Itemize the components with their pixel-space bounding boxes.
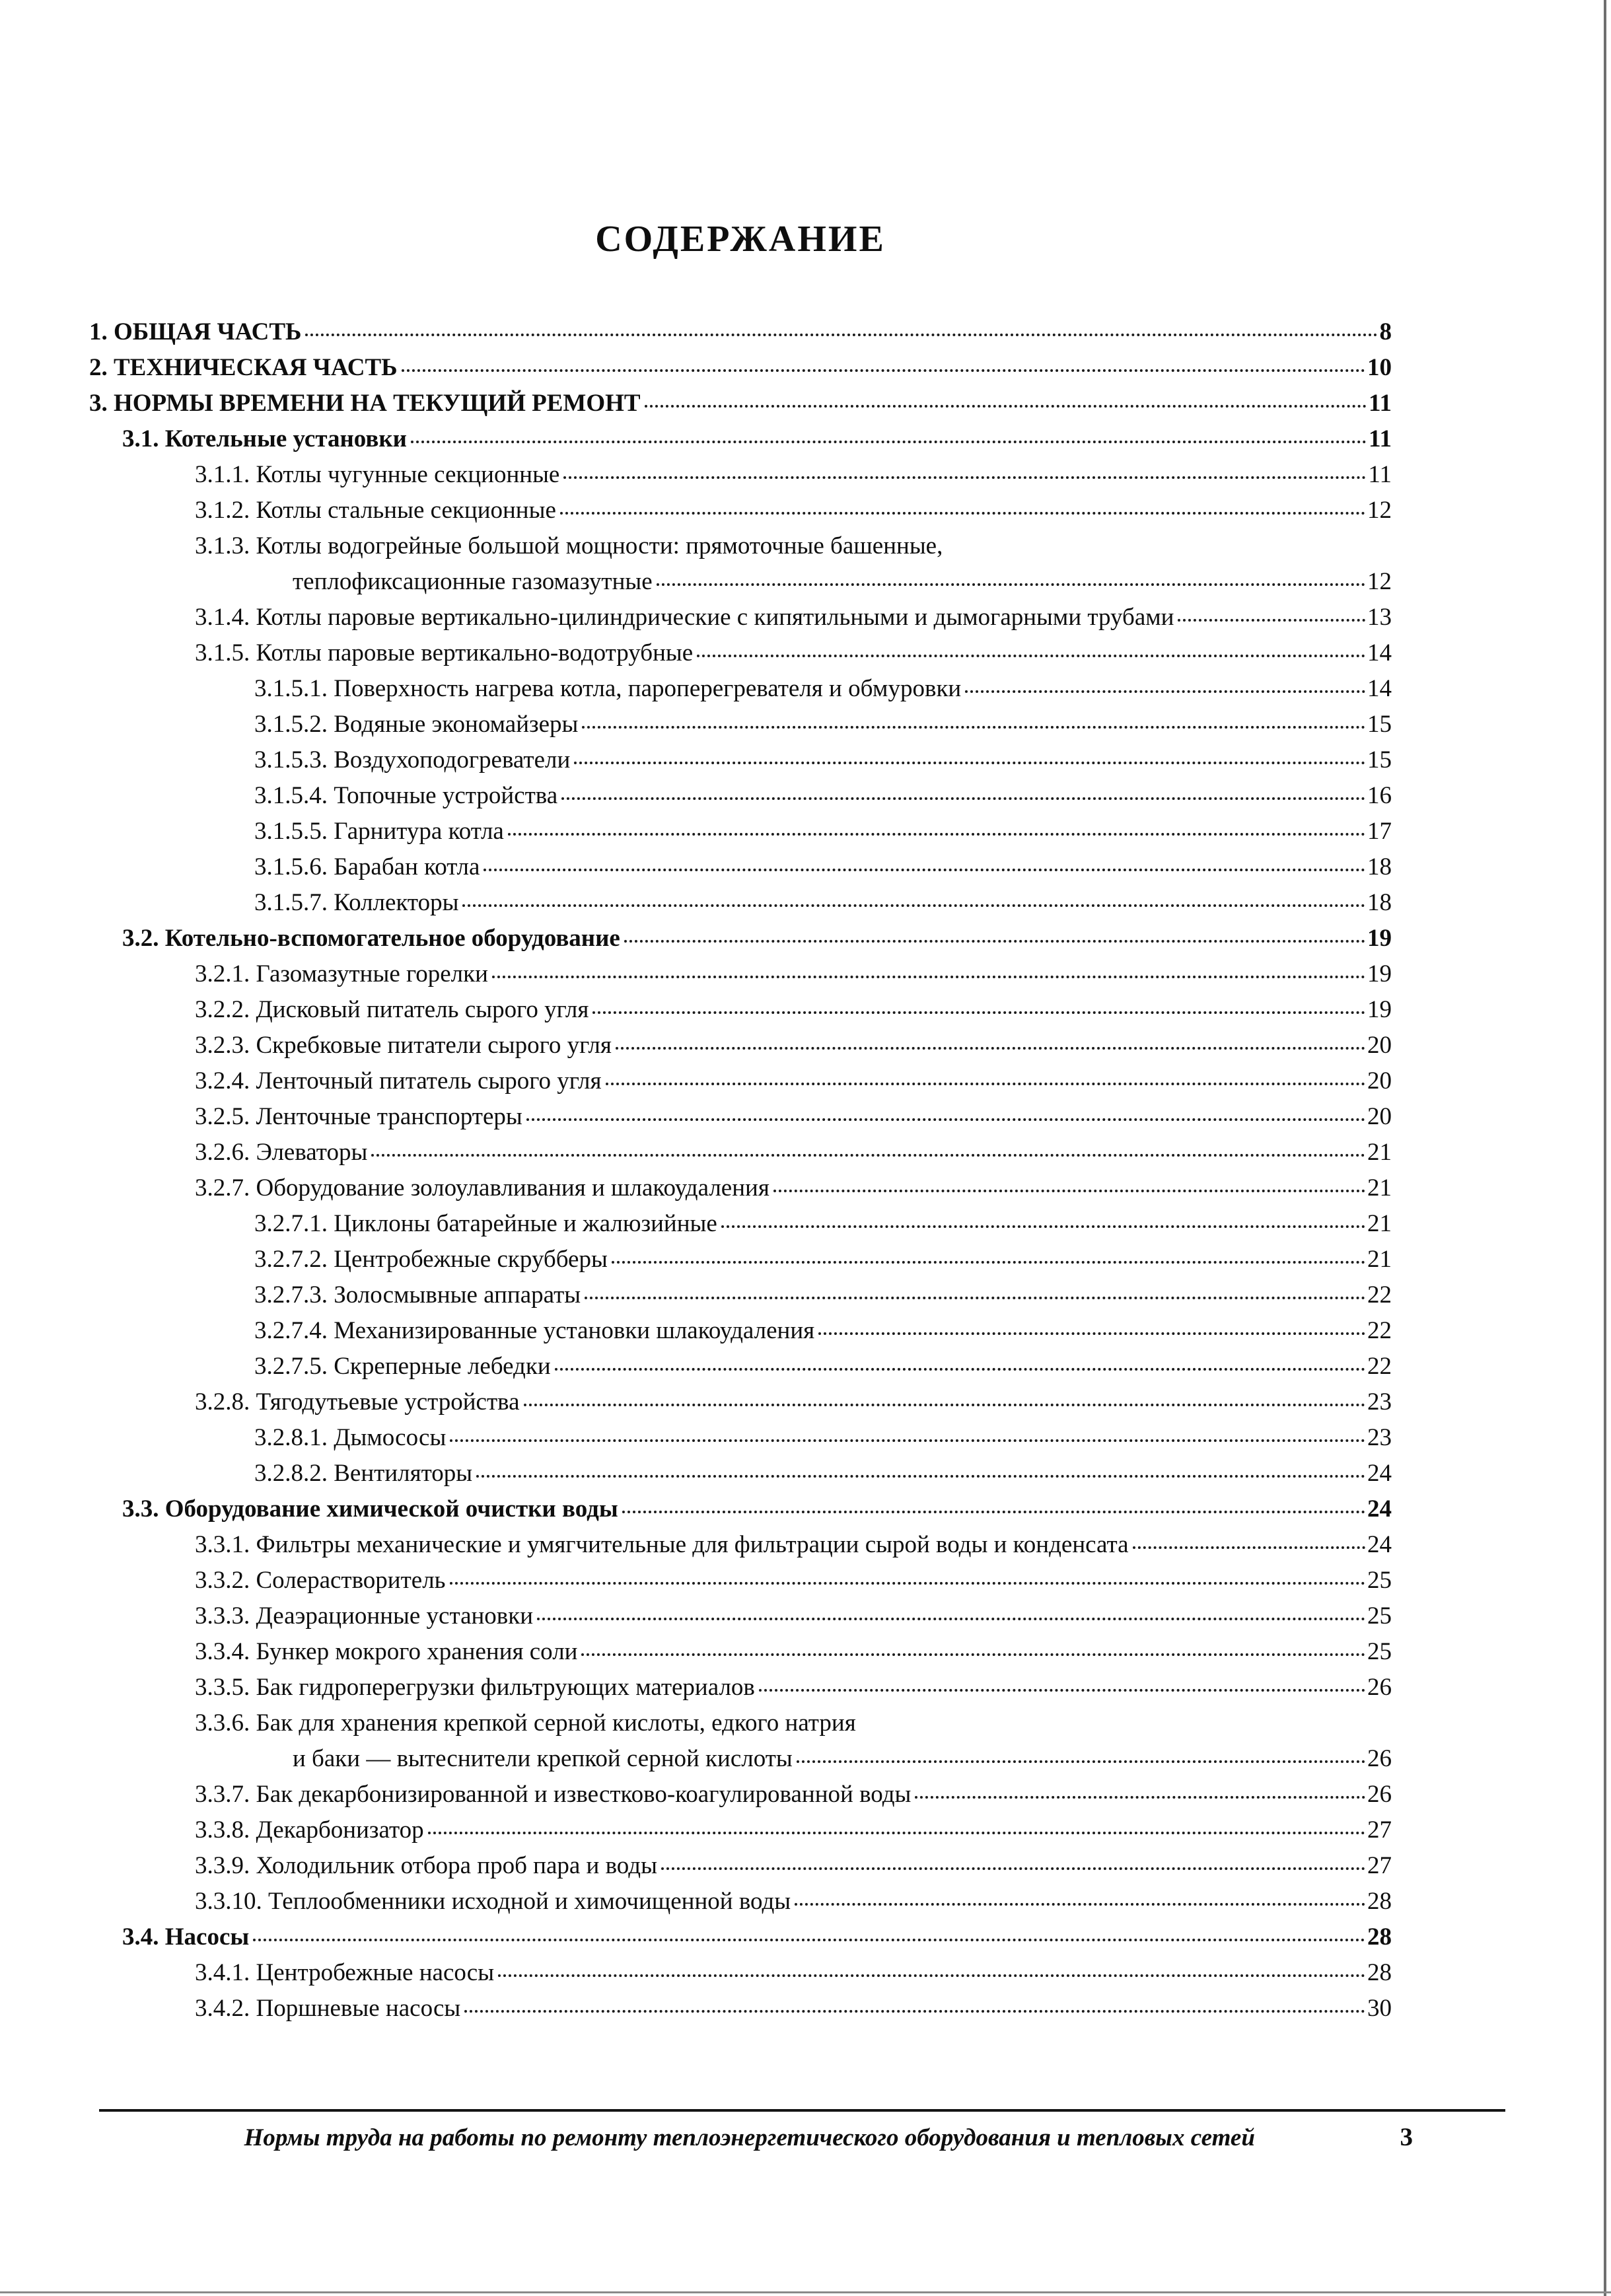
toc-entry-label: 3.1.1. Котлы чугунные секционные: [195, 461, 560, 488]
toc-entry-label: 3.4.1. Центробежные насосы: [195, 1959, 495, 1986]
toc-entry[interactable]: [89, 1456, 1392, 1491]
dot-leader: [585, 1297, 1365, 1299]
toc-page-number: 18: [1367, 889, 1392, 916]
dot-leader: [305, 334, 1377, 336]
toc-entry[interactable]: [89, 921, 1392, 956]
footer-text: Нормы труда на работы по ремонту теплоэнергетического оборудования и тепловых сетей: [244, 2124, 1255, 2151]
toc-page-number: 19: [1367, 960, 1392, 987]
toc-entry[interactable]: [89, 956, 1392, 992]
toc-entry-label: 3.3.5. Бак гидроперегрузки фильтрующих материалов: [195, 1674, 755, 1701]
toc-page-number: 21: [1367, 1210, 1392, 1237]
toc-entry-label: 3.3.2. Солерастворитель: [195, 1567, 446, 1594]
dot-leader: [371, 1154, 1365, 1157]
dot-leader: [560, 512, 1365, 515]
toc-page-number: 25: [1367, 1638, 1392, 1665]
toc-entry-label: 3.1.5.7. Коллекторы: [254, 889, 459, 916]
toc-page-number: 10: [1367, 354, 1392, 381]
toc-page-number: 19: [1367, 925, 1392, 952]
toc-entry[interactable]: [89, 1063, 1392, 1099]
dot-leader: [574, 762, 1365, 764]
toc-page-number: 28: [1367, 1959, 1392, 1986]
toc-entry-label: теплофиксационные газомазутные: [293, 568, 653, 595]
toc-entry[interactable]: [89, 1563, 1392, 1598]
toc-entry[interactable]: [89, 350, 1392, 386]
toc-entry-label: 3.2.2. Дисковый питатель сырого угля: [195, 996, 589, 1023]
toc-entry-label: 3. НОРМЫ ВРЕМЕНИ НА ТЕКУЩИЙ РЕМОНТ: [89, 390, 641, 417]
dot-leader: [498, 1974, 1365, 1977]
toc-entry[interactable]: [89, 386, 1392, 421]
toc-entry[interactable]: [89, 493, 1392, 528]
page-title: СОДЕРЖАНИЕ: [595, 219, 886, 260]
toc-entry-label: 3.2.4. Ленточный питатель сырого угля: [195, 1067, 602, 1094]
toc-entry-label: 3.1.5.2. Водяные экономайзеры: [254, 711, 579, 738]
toc-entry[interactable]: [89, 1991, 1392, 2027]
toc-page-number: 22: [1367, 1281, 1392, 1309]
toc-page-number: 23: [1367, 1424, 1392, 1451]
toc-entry[interactable]: [89, 742, 1392, 778]
toc-entry[interactable]: [89, 528, 1392, 564]
toc-entry-label: 3.2.6. Элеваторы: [195, 1139, 368, 1166]
dot-leader: [476, 1475, 1365, 1478]
toc-entry[interactable]: [89, 1313, 1392, 1349]
toc-page-number: 17: [1367, 818, 1392, 845]
dot-leader: [616, 1047, 1365, 1050]
toc-entry-label: 3.3.1. Фильтры механические и умягчительные для фильтрации сырой воды и конденсата: [195, 1531, 1129, 1558]
dot-leader: [450, 1582, 1365, 1585]
toc-page-number: 15: [1367, 746, 1392, 773]
toc-entry[interactable]: [89, 671, 1392, 707]
dot-leader: [773, 1190, 1365, 1192]
toc-entry[interactable]: [89, 1848, 1392, 1884]
toc-page-number: 27: [1367, 1816, 1392, 1844]
toc-entry[interactable]: [89, 1812, 1392, 1848]
toc-entry-label: 3.1.5.6. Барабан котла: [254, 853, 480, 880]
toc-entry[interactable]: [89, 1598, 1392, 1634]
dot-leader: [612, 1261, 1365, 1264]
scan-artifact-right-edge: [1604, 0, 1606, 2296]
toc-entry-label: 3.2. Котельно-вспомогательное оборудование: [122, 925, 620, 952]
toc-page-number: 14: [1367, 639, 1392, 666]
toc-page-number: 22: [1367, 1317, 1392, 1344]
toc-entry-label: 3.2.7. Оборудование золоулавливания и шлакоудаления: [195, 1174, 770, 1202]
toc-page-number: 11: [1369, 425, 1392, 452]
toc-entry-label: 3.2.7.4. Механизированные установки шлакоудаления: [254, 1317, 815, 1344]
dot-leader: [795, 1903, 1365, 1906]
toc-page-number: 23: [1367, 1388, 1392, 1416]
dot-leader: [721, 1225, 1365, 1228]
dot-leader: [965, 690, 1365, 693]
dot-leader: [661, 1867, 1365, 1870]
toc-entry[interactable]: [89, 1277, 1392, 1313]
toc-entry-label: 3.3.10. Теплообменники исходной и химочищенной воды: [195, 1888, 791, 1915]
toc-page-number: 19: [1367, 996, 1392, 1023]
toc-entry-label: 3.2.8.2. Вентиляторы: [254, 1460, 473, 1487]
toc-entry-label: 3.2.7.1. Циклоны батарейные и жалюзийные: [254, 1210, 717, 1237]
toc-entry[interactable]: [89, 1170, 1392, 1206]
toc-page-number: 13: [1367, 604, 1392, 631]
toc-entry[interactable]: [89, 1705, 1392, 1741]
dot-leader: [657, 583, 1365, 586]
dot-leader: [402, 369, 1365, 372]
dot-leader: [563, 476, 1366, 479]
toc-entry[interactable]: [89, 1420, 1392, 1456]
toc-entry[interactable]: [89, 1491, 1392, 1527]
dot-leader: [581, 1653, 1365, 1656]
dot-leader: [582, 726, 1365, 729]
toc-entry-label: 3.4.2. Поршневые насосы: [195, 1995, 461, 2022]
dot-leader: [555, 1368, 1365, 1371]
dot-leader: [526, 1118, 1365, 1121]
toc-entry[interactable]: [89, 1384, 1392, 1420]
toc-entry-label: 3.3.4. Бункер мокрого хранения соли: [195, 1638, 578, 1665]
document-page: [89, 218, 1392, 2027]
toc-page-number: 11: [1369, 390, 1392, 417]
dot-leader: [592, 1011, 1365, 1014]
toc-entry[interactable]: [89, 314, 1392, 350]
toc-page-number: 26: [1367, 1674, 1392, 1701]
toc-entry-label: 3.1. Котельные установки: [122, 425, 407, 452]
dot-leader: [253, 1939, 1365, 1941]
toc-page-number: 18: [1367, 853, 1392, 880]
toc-entry-label: 3.2.7.2. Центробежные скрубберы: [254, 1246, 608, 1273]
toc-page-number: 26: [1367, 1781, 1392, 1808]
toc-entry[interactable]: [89, 1242, 1392, 1277]
toc-entry[interactable]: [89, 1670, 1392, 1705]
toc-entry[interactable]: [89, 635, 1392, 671]
toc-entry-label: 3.3.3. Деаэрационные установки: [195, 1602, 534, 1630]
dot-leader: [492, 976, 1365, 978]
toc-entry[interactable]: [89, 885, 1392, 921]
toc-entry[interactable]: [89, 1884, 1392, 1919]
toc-entry-label: 3.1.5.3. Воздухоподогреватели: [254, 746, 571, 773]
toc-page-number: 8: [1379, 318, 1392, 345]
toc-entry[interactable]: [89, 600, 1392, 635]
toc-entry-label: 3.4. Насосы: [122, 1923, 250, 1951]
toc-entry[interactable]: [89, 1135, 1392, 1170]
toc-page-number: 21: [1367, 1246, 1392, 1273]
toc-entry-label: 3.2.8. Тягодутьевые устройства: [195, 1388, 520, 1416]
toc-page-number: 27: [1367, 1852, 1392, 1879]
dot-leader: [462, 904, 1365, 907]
toc-page-number: 30: [1367, 1995, 1392, 2022]
toc-list: [89, 314, 1392, 2027]
dot-leader: [450, 1439, 1365, 1442]
dot-leader: [697, 655, 1365, 657]
toc-entry-label: 3.1.5.5. Гарнитура котла: [254, 818, 504, 845]
toc-entry-label: 3.3.6. Бак для хранения крепкой серной кислоты, едкого натрия: [195, 1709, 856, 1737]
toc-entry[interactable]: [89, 814, 1392, 849]
toc-entry[interactable]: [89, 1028, 1392, 1063]
toc-page-number: 21: [1367, 1139, 1392, 1166]
toc-entry[interactable]: [89, 564, 1392, 600]
toc-entry-label: 3.1.4. Котлы паровые вертикально-цилиндрические с кипятильными и дымогарными трубами: [195, 604, 1174, 631]
scan-artifact-bottom-edge: [0, 2291, 1611, 2293]
toc-entry-label: 3.3.8. Декарбонизатор: [195, 1816, 424, 1844]
toc-page-number: 26: [1367, 1745, 1392, 1772]
toc-entry-label: 3.2.5. Ленточные транспортеры: [195, 1103, 522, 1130]
toc-page-number: 25: [1367, 1602, 1392, 1630]
page-footer: [99, 2109, 1505, 2152]
dot-leader: [428, 1832, 1365, 1834]
dot-leader: [645, 405, 1367, 408]
dot-leader: [818, 1332, 1365, 1335]
toc-entry-label: 3.1.5. Котлы паровые вертикально-водотрубные: [195, 639, 694, 666]
toc-page-number: 12: [1367, 497, 1392, 524]
toc-page-number: 12: [1367, 568, 1392, 595]
dot-leader: [411, 441, 1367, 443]
toc-entry[interactable]: [89, 1741, 1392, 1777]
toc-page-number: 25: [1367, 1567, 1392, 1594]
toc-entry-label: 3.1.5.4. Топочные устройства: [254, 782, 558, 809]
toc-page-number: 28: [1367, 1888, 1392, 1915]
dot-leader: [508, 833, 1365, 836]
toc-page-number: 24: [1367, 1495, 1392, 1523]
dot-leader: [915, 1796, 1365, 1799]
toc-entry[interactable]: [89, 421, 1392, 457]
toc-entry-label: и баки — вытеснители крепкой серной кислоты: [293, 1745, 793, 1772]
toc-page-number: 24: [1367, 1460, 1392, 1487]
toc-entry[interactable]: [89, 707, 1392, 742]
dot-leader: [797, 1760, 1365, 1763]
toc-entry[interactable]: [89, 1206, 1392, 1242]
dot-leader: [537, 1618, 1365, 1620]
toc-entry[interactable]: [89, 1099, 1392, 1135]
toc-page-number: 15: [1367, 711, 1392, 738]
toc-entry[interactable]: [89, 778, 1392, 814]
toc-page-number: 16: [1367, 782, 1392, 809]
toc-entry-label: 3.2.7.3. Золосмывные аппараты: [254, 1281, 581, 1309]
dot-leader: [622, 1511, 1365, 1513]
toc-entry-label: 3.3.9. Холодильник отбора проб пара и воды: [195, 1852, 657, 1879]
toc-entry-label: 1. ОБЩАЯ ЧАСТЬ: [89, 318, 302, 345]
toc-page-number: 20: [1367, 1032, 1392, 1059]
toc-entry-label: 3.3. Оборудование химической очистки воды: [122, 1495, 618, 1523]
toc-entry-label: 3.1.2. Котлы стальные секционные: [195, 497, 556, 524]
toc-entry-label: 3.2.7.5. Скреперные лебедки: [254, 1353, 551, 1380]
toc-entry-label: 3.2.3. Скребковые питатели сырого угля: [195, 1032, 612, 1059]
toc-page-number: 14: [1367, 675, 1392, 702]
toc-entry-label: 3.2.1. Газомазутные горелки: [195, 960, 488, 987]
toc-entry-label: 3.1.3. Котлы водогрейные большой мощности: прямоточные башенные,: [195, 532, 943, 559]
dot-leader: [1178, 619, 1365, 622]
toc-page-number: 21: [1367, 1174, 1392, 1202]
dot-leader: [464, 2010, 1365, 2013]
toc-page-number: 11: [1368, 461, 1392, 488]
toc-entry[interactable]: [89, 1919, 1392, 1955]
toc-entry[interactable]: [89, 992, 1392, 1028]
toc-entry[interactable]: [89, 1349, 1392, 1384]
toc-page-number: 22: [1367, 1353, 1392, 1380]
dot-leader: [483, 869, 1365, 871]
dot-leader: [624, 940, 1365, 943]
toc-page-number: 28: [1367, 1923, 1392, 1951]
dot-leader: [759, 1689, 1365, 1692]
toc-page-number: 24: [1367, 1531, 1392, 1558]
footer-page-number: 3: [1400, 2123, 1413, 2151]
dot-leader: [606, 1083, 1365, 1085]
toc-entry-label: 3.2.8.1. Дымососы: [254, 1424, 447, 1451]
toc-entry-label: 2. ТЕХНИЧЕСКАЯ ЧАСТЬ: [89, 354, 398, 381]
toc-entry[interactable]: [89, 1527, 1392, 1563]
dot-leader: [561, 797, 1365, 800]
toc-page-number: 20: [1367, 1103, 1392, 1130]
dot-leader: [524, 1404, 1365, 1406]
toc-page-number: 20: [1367, 1067, 1392, 1094]
toc-entry[interactable]: [89, 1634, 1392, 1670]
toc-entry-label: 3.1.5.1. Поверхность нагрева котла, пароперегревателя и обмуровки: [254, 675, 962, 702]
toc-entry-label: 3.3.7. Бак декарбонизированной и известково-коагулированной воды: [195, 1781, 912, 1808]
toc-entry[interactable]: [89, 1955, 1392, 1991]
toc-entry[interactable]: [89, 849, 1392, 885]
toc-entry[interactable]: [89, 457, 1392, 493]
toc-entry[interactable]: [89, 1777, 1392, 1812]
dot-leader: [1133, 1546, 1366, 1549]
